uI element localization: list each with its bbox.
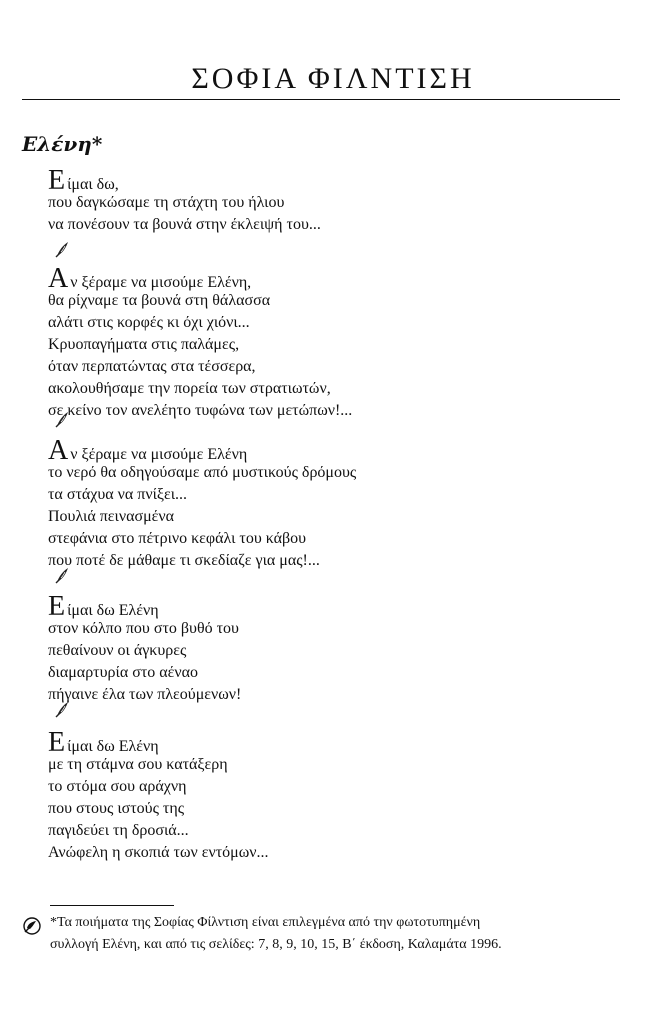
poem-line: Πουλιά πεινασμένα <box>48 508 174 525</box>
stanza-4 <box>48 591 608 706</box>
poem-line: τα στάχυα να πνίξει... <box>48 486 188 503</box>
drop-cap: Α <box>48 263 69 294</box>
poem-line: να πονέσουν τα βουνά στην έκλειψή του... <box>48 216 321 233</box>
poem-line: στον κόλπο που στο βυθό του <box>48 620 239 637</box>
poem-line: Κρυοπαγήματα στις παλάμες, <box>48 336 240 353</box>
page-header-title: ΣΟΦΙΑ ΦΙΛΝΤΙΣΗ <box>191 62 475 95</box>
bird-ornament-icon <box>54 240 70 258</box>
stanza-first-line <box>48 435 608 466</box>
drop-cap: Ε <box>48 591 66 622</box>
line-text: ν ξέραμε να μισούμε Ελένη, <box>70 274 252 291</box>
footnote <box>50 912 630 956</box>
poem-line: Ανώφελη η σκοπιά των εντόμων... <box>48 844 269 861</box>
stanza-first-line <box>48 727 608 758</box>
bird-ornament-icon <box>54 410 70 428</box>
poem-line: παγιδεύει τη δροσιά... <box>48 822 189 839</box>
stanza-2 <box>48 263 608 422</box>
line-text: ν ξέραμε να μισούμε Ελένη <box>70 446 248 463</box>
poem-line: διαμαρτυρία στο αέναο <box>48 664 198 681</box>
stanza-5 <box>48 727 608 864</box>
stanza-first-line <box>48 165 608 196</box>
header-rule <box>22 99 620 100</box>
drop-cap: Α <box>48 435 69 466</box>
line-text: ίμαι δω, <box>67 176 119 193</box>
poem-line: σε κείνο τον ανελέητο τυφώνα των μετώπων!... <box>48 402 353 419</box>
poem-line: στεφάνια στο πέτρινο κεφάλι του κάβου <box>48 530 307 547</box>
line-text: ίμαι δω Ελένη <box>67 602 159 619</box>
footnote-line: *Τα ποιήματα της Σοφίας Φίλντιση είναι επιλεγμένα από την φωτοτυπημένη <box>50 915 481 930</box>
stanza-3 <box>48 435 608 572</box>
line-text: ίμαι δω Ελένη <box>67 738 159 755</box>
poem-line: το στόμα σου αράχνη <box>48 778 187 795</box>
poem-line: πήγαινε έλα των πλεούμενων! <box>48 686 242 703</box>
bird-ornament-icon <box>54 700 70 718</box>
poem-line: το νερό θα οδηγούσαμε από μυστικούς δρόμους <box>48 464 357 481</box>
stanza-1 <box>48 165 608 236</box>
poem-line: που ποτέ δε μάθαμε τι σκεδίαζε για μας!... <box>48 552 320 569</box>
stanza-first-line <box>48 591 608 622</box>
hand-pointer-icon <box>22 916 42 936</box>
poem-line: που στους ιστούς της <box>48 800 185 817</box>
poem-line: αλάτι στις κορφές κι όχι χιόνι... <box>48 314 250 331</box>
poem-line: όταν περπατώντας στα τέσσερα, <box>48 358 256 375</box>
bird-ornament-icon <box>54 566 70 584</box>
footnote-rule <box>50 905 174 906</box>
poem-line: ακολουθήσαμε την πορεία των στρατιωτών, <box>48 380 331 397</box>
stanza-first-line <box>48 263 608 294</box>
poem-line: θα ρίχναμε τα βουνά στη θάλασσα <box>48 292 271 309</box>
drop-cap: Ε <box>48 165 66 196</box>
footnote-line: συλλογή Ελένη, και από τις σελίδες: 7, 8, 9, 10, 15, Β΄ έκδοση, Καλαμάτα 1996. <box>50 937 502 952</box>
poem-line: με τη στάμνα σου κατάξερη <box>48 756 228 773</box>
drop-cap: Ε <box>48 727 66 758</box>
poem-title: Ελένη* <box>22 132 103 156</box>
poem-line: που δαγκώσαμε τη στάχτη του ήλιου <box>48 194 285 211</box>
poem-line: πεθαίνουν οι άγκυρες <box>48 642 187 659</box>
